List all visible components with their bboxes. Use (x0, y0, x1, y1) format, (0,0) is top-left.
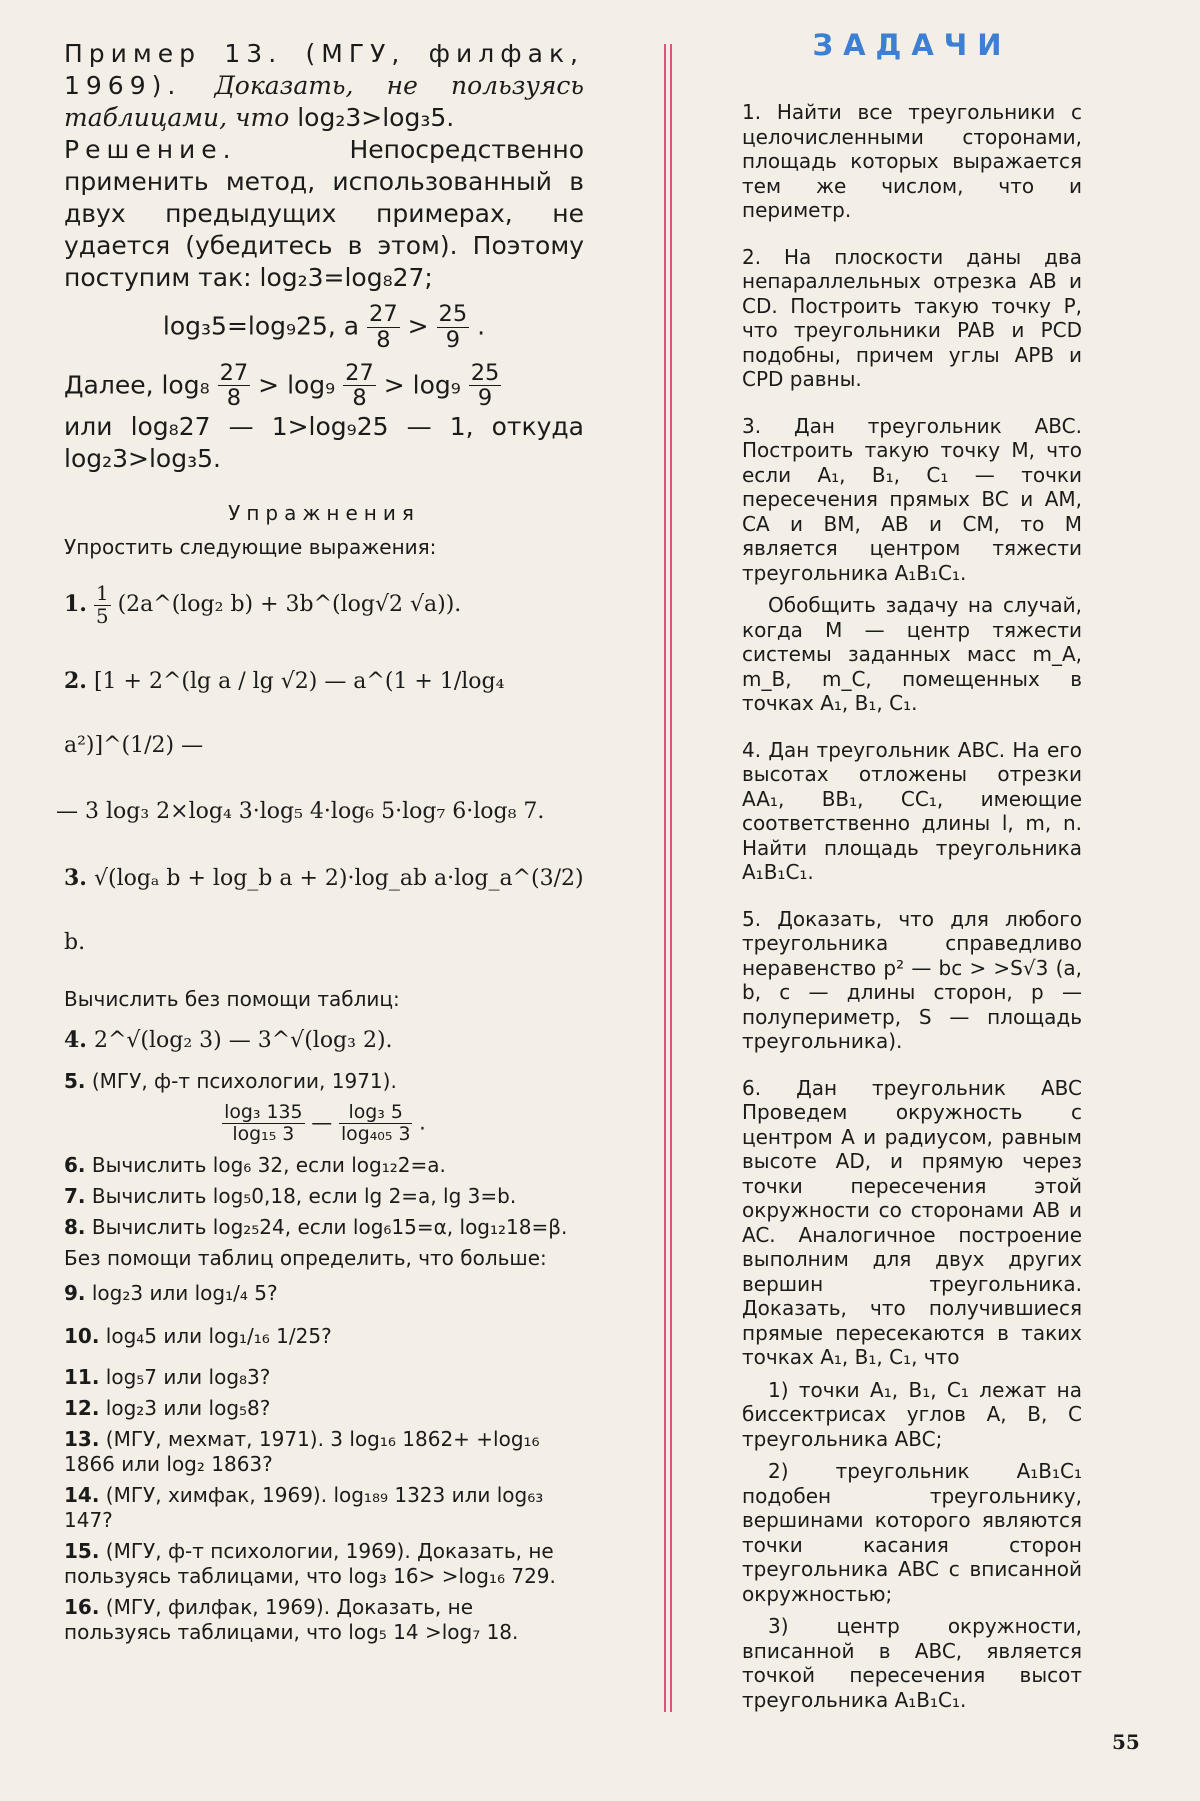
ex4-expression: 2^√(log₂ 3) — 3^√(log₃ 2). (93, 1028, 393, 1053)
tasks-title: ЗАДАЧИ (812, 28, 1012, 62)
example-claim: log₂3>log₃5. (297, 103, 455, 132)
exercise-1 (64, 572, 584, 637)
exercise-10 (64, 1324, 584, 1349)
ex12-text: log₂3 или log₅8? (105, 1395, 271, 1420)
ex9-text: log₂3 или log₁/₄ 5? (91, 1280, 278, 1305)
ex-number: 11. (64, 1364, 100, 1389)
frac-den: 8 (226, 385, 242, 412)
ex-number: 9. (64, 1280, 86, 1305)
frac-den: log₄₀₅ 3 (340, 1122, 411, 1145)
ex15-text: (МГУ, ф-т психологии, 1969). Доказать, не пользуясь таблицами, что log₃ 16> >log₁₆ 729. (64, 1538, 556, 1588)
frac-num: 27 (369, 301, 398, 327)
ex-number: 15. (64, 1538, 100, 1563)
fraction-1-5 (94, 583, 111, 628)
exercise-5-formula (64, 1102, 584, 1145)
ex-number: 16. (64, 1594, 100, 1619)
task-2: 2. На плоскости даны два непараллельных отрезка AB и CD. Построить такую точку P, что треугольники PAB и PCD подобны, причем углы APB и CPD равны. (742, 244, 1082, 391)
ex2-expression: [1 + 2^(lg a / lg √2) — a^(1 + 1/log₄ a²)]^(1/2) — (64, 669, 505, 758)
ex-number: 6. (64, 1152, 86, 1177)
exercise-7 (64, 1184, 584, 1209)
exercise-16 (64, 1595, 584, 1645)
fraction-ex5-a (222, 1102, 304, 1145)
task-3: 3. Дан треугольник ABC. Построить такую точку M, что если A₁, B₁, C₁ — точки пересечения прямых BC и AM, CA и BM, AB и CM, то M является центром тяжести треугольника A₁B₁C₁. (742, 413, 1082, 585)
fraction-27-8 (367, 302, 400, 353)
example-13 (64, 38, 584, 134)
ex-number: 10. (64, 1323, 100, 1348)
line2-text: log₃5=log₉25, а (162, 311, 360, 341)
frac-den: 9 (445, 326, 461, 353)
ex8-text: Вычислить log₂₅24, если log₆15=α, log₁₂18=β. (91, 1214, 568, 1239)
exercise-14 (64, 1483, 584, 1533)
fraction-27-8-c (343, 361, 376, 412)
frac-num: 27 (345, 359, 374, 386)
frac-den: 9 (477, 385, 493, 412)
compute-intro: Вычислить без помощи таблиц: (64, 987, 400, 1011)
ex3-expression: √(logₐ b + log_b a + 2)·log_ab a·log_a^(3/2) b. (64, 866, 584, 955)
ex10-text: log₄5 или log₁/₁₆ 1/25? (105, 1323, 332, 1348)
fraction-25-9 (437, 302, 470, 353)
task-6: 6. Дан треугольник ABC Проведем окружность с центром A и радиусом, равным высоте AD, и прямую через точки пересечения этой окружности со сторонами AB и AC. Аналогичное построение выполним для двух других вершин треугольника. Доказать, что получившиеся прямые пересекаются в таких точках A₁, B₁, C₁, что (742, 1075, 1082, 1369)
task-1: 1. Найти все треугольники с целочисленными сторонами, площадь которых выражается тем же числом, что и периметр. (742, 100, 1082, 222)
solution-line-4: или log₈27 — 1>log₉25 — 1, откуда log₂3>log₃5. (64, 412, 584, 473)
ex6-text: Вычислить log₆ 32, если log₁₂2=a. (91, 1152, 446, 1177)
ex-number: 13. (64, 1426, 100, 1451)
task-5: 5. Доказать, что для любого треугольника справедливо неравенство p² — bc > >S√3 (a, b, c — длины сторон, p — полупериметр, S — площадь треугольника). (742, 906, 1082, 1053)
left-column (56, 38, 584, 1651)
ex-number: 7. (64, 1183, 86, 1208)
ex13-text: (МГУ, мехмат, 1971). 3 log₁₆ 1862+ +log₁₆ 1866 или log₂ 1863? (64, 1426, 540, 1476)
exercise-6 (64, 1153, 584, 1178)
exercise-12 (64, 1396, 584, 1421)
task-4: 4. Дан треугольник ABC. На его высотах отложены отрезки AA₁, BB₁, CC₁, имеющие соответственно длины l, m, n. Найти площадь треугольника A₁B₁C₁. (742, 737, 1082, 884)
ex-number: 12. (64, 1395, 100, 1420)
ex-number: 4. (64, 1027, 87, 1053)
frac-num: 25 (470, 359, 500, 386)
exercise-13 (64, 1427, 584, 1477)
frac-den: log₁₅ 3 (232, 1122, 295, 1145)
ex-number: 1. (64, 591, 87, 617)
ex16-text: (МГУ, филфак, 1969). Доказать, не пользуясь таблицами, что log₅ 14 >log₇ 18. (64, 1594, 519, 1644)
task-6-part-2: 2) треугольник A₁B₁C₁ подобен треугольнику, вершинами которого являются точки касания сторон треугольника ABC с вписанной окружностью; (742, 1459, 1082, 1606)
gt-sign: > (407, 311, 429, 341)
line3-c: > log₉ (383, 369, 461, 399)
frac-num: 27 (219, 359, 249, 386)
solution-line-3 (64, 361, 584, 412)
exercise-5 (64, 1069, 584, 1094)
task-6-part-1: 1) точки A₁, B₁, C₁ лежат на биссектрисах углов A, B, C треугольника ABC; (742, 1377, 1082, 1451)
solution (64, 134, 584, 294)
exercise-8 (64, 1215, 584, 1240)
ex7-text: Вычислить log₅0,18, если lg 2=a, lg 3=b. (91, 1183, 517, 1208)
fraction-27-8-b (218, 361, 251, 412)
frac-num: log₃ 135 (224, 1101, 303, 1123)
frac-den: 5 (95, 604, 109, 628)
exercise-9 (64, 1281, 584, 1306)
exercises-heading: Упражнения (228, 501, 420, 525)
exercise-2 (64, 649, 584, 778)
frac-num: log₃ 5 (339, 1102, 413, 1124)
column-divider (664, 44, 672, 1712)
line3-b: > log₉ (258, 369, 336, 399)
exercise-3 (64, 846, 584, 975)
period: . (477, 311, 486, 341)
solution-text: Непосредственно применить метод, использованный в двух предыдущих примерах, не удается (убедитесь в этом). Поэтому поступим так: log₂3=log₈27; (64, 135, 584, 292)
frac-den: 8 (352, 385, 367, 412)
ex14-text: (МГУ, химфак, 1969). log₁₈₉ 1323 или log₆₃ 147? (64, 1482, 544, 1532)
solution-line-2 (64, 302, 584, 353)
ex11-text: log₅7 или log₈3? (105, 1364, 271, 1389)
task-6-part-3: 3) центр окружности, вписанной в ABC, является точкой пересечения высот треугольника A₁B₁C₁. (742, 1614, 1082, 1712)
simplify-intro: Упростить следующие выражения: (64, 535, 437, 559)
fraction-25-9-b (469, 361, 502, 412)
ex5-text: (МГУ, ф-т психологии, 1971). (91, 1069, 397, 1093)
minus: — (311, 1110, 333, 1135)
line3-a: Далее, log₈ (64, 369, 210, 399)
period: . (419, 1110, 426, 1135)
example-italic: Доказать, не пользуясь таблицами, что (64, 71, 584, 132)
frac-num: 25 (438, 301, 468, 327)
fraction-ex5-b (339, 1102, 413, 1145)
ex-number: 2. (64, 668, 87, 694)
right-column (742, 28, 1082, 1720)
ex-number: 14. (64, 1482, 100, 1507)
exercise-4 (64, 1018, 584, 1063)
ex1-expression: (2a^(log₂ b) + 3b^(log√2 √a)). (117, 592, 462, 617)
page-number: 55 (1112, 1730, 1140, 1754)
example-head: Пример 13. (МГУ, филфак, 1969). (64, 39, 584, 100)
frac-num: 1 (95, 581, 109, 605)
ex-number: 8. (64, 1214, 86, 1239)
exercise-2-cont: — 3 log₃ 2×log₄ 3·log₅ 4·log₆ 5·log₇ 6·log₈ 7. (56, 799, 545, 824)
exercise-15 (64, 1539, 584, 1589)
frac-den: 8 (376, 326, 391, 353)
ex-number: 5. (64, 1069, 86, 1093)
compare-intro: Без помощи таблиц определить, что больше: (64, 1245, 547, 1270)
ex-number: 3. (64, 865, 87, 891)
solution-label: Решение. (64, 135, 237, 164)
exercise-11 (64, 1365, 584, 1390)
task-3-generalization: Обобщить задачу на случай, когда M — центр тяжести системы заданных масс m_A, m_B, m_C, помещенных в точках A₁, B₁, C₁. (742, 593, 1082, 715)
